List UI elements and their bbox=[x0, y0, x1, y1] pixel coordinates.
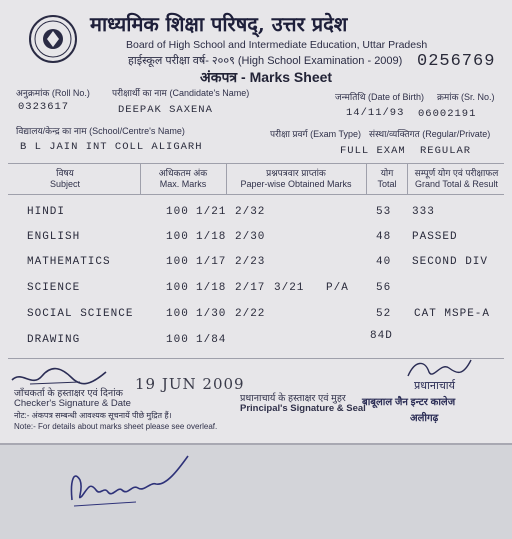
table-row-paper2: 2/30 bbox=[235, 231, 266, 243]
table-row-subject: MATHEMATICS bbox=[27, 256, 111, 268]
table-row-total: 40 bbox=[376, 256, 392, 268]
table-row-max: 100 bbox=[166, 206, 189, 218]
table-row-paper2: 2/17 bbox=[235, 282, 266, 294]
board-title-hindi: माध्यमिक शिक्षा परिषद्, उत्तर प्रदेश bbox=[90, 12, 348, 36]
exam-type-label: परीक्षा प्रवर्ग (Exam Type) bbox=[270, 129, 361, 139]
table-row-total: 48 bbox=[376, 231, 392, 243]
table-row-subject: HINDI bbox=[27, 206, 66, 218]
institution-type: REGULAR bbox=[420, 145, 472, 157]
doc-title: अंकपत्र - Marks Sheet bbox=[200, 69, 333, 85]
exam-type: FULL EXAM bbox=[340, 145, 406, 157]
table-row-max: 100 bbox=[166, 308, 189, 320]
table-row-total: 53 bbox=[376, 206, 392, 218]
table-row-max: 100 bbox=[166, 282, 189, 294]
table-row-total: 56 bbox=[376, 282, 392, 294]
table-row-paper3: 3/21 bbox=[274, 282, 305, 294]
col-header-subject: विषय Subject bbox=[49, 168, 81, 189]
table-row-grand: SECOND DIV bbox=[412, 256, 489, 268]
col-header-max: अधिकतम अंक Max. Marks bbox=[158, 168, 208, 189]
dob-label: जन्मतिथि (Date of Birth) bbox=[335, 92, 424, 102]
exam-line: हाईस्कूल परीक्षा वर्ष- २००९ (High School Examination - 2009) bbox=[128, 55, 403, 67]
date-of-birth: 14/11/93 bbox=[346, 107, 405, 119]
table-row-max: 100 bbox=[166, 334, 189, 346]
table-row-total: 52 bbox=[376, 308, 392, 320]
school-label: विद्यालय/केन्द्र का नाम (School/Centre's Name) bbox=[16, 126, 185, 136]
name-label: परीक्षार्थी का नाम (Candidate's Name) bbox=[112, 88, 250, 98]
roll-number: 0323617 bbox=[18, 101, 70, 113]
table-row-paper1: 1/84 bbox=[196, 334, 227, 346]
table-row-subject: DRAWING bbox=[27, 334, 81, 346]
note-hindi: नोट:- अंकपत्र सम्बन्धी आवश्यक सूचनायें पीछे मुद्रित हैं। bbox=[14, 411, 172, 420]
date-stamp: 19 JUN 2009 bbox=[135, 375, 245, 393]
srno-label: क्रमांक (Sr. No.) bbox=[437, 92, 495, 102]
table-row-subject: SOCIAL SCIENCE bbox=[27, 308, 134, 320]
seal-city: अलीगढ़ bbox=[410, 413, 439, 424]
school-name: B L JAIN INT COLL ALIGARH bbox=[20, 141, 203, 153]
table-top-rule bbox=[8, 163, 504, 164]
table-row-grand: CAT MSPE-A bbox=[414, 308, 491, 320]
col-header-total: योग Total bbox=[377, 168, 397, 189]
table-row-paper1: 1/21 bbox=[196, 206, 227, 218]
seal-school: बाबूलाल जैन इन्टर कालेज bbox=[362, 397, 456, 408]
table-row-paper1: 1/17 bbox=[196, 256, 227, 268]
table-row-paper2: 2/23 bbox=[235, 256, 266, 268]
board-emblem-icon bbox=[28, 14, 78, 64]
principal-label-hindi: प्रधानाचार्य के हस्ताक्षर एवं मुहर bbox=[240, 393, 346, 404]
table-row-paper1: 1/30 bbox=[196, 308, 227, 320]
table-row-paper2: 2/22 bbox=[235, 308, 266, 320]
col-divider bbox=[226, 163, 227, 194]
col-divider bbox=[366, 163, 367, 194]
col-header-paperwise: प्रश्नपत्रवार प्राप्तांक Paper-wise Obtained Marks bbox=[240, 168, 352, 189]
table-row-grand: PASSED bbox=[412, 231, 458, 243]
note-english: Note:- For details about marks sheet please see overleaf. bbox=[14, 422, 218, 431]
table-row-subject: ENGLISH bbox=[27, 231, 81, 243]
table-row-grand: 333 bbox=[412, 206, 435, 218]
board-title-english: Board of High School and Intermediate Education, Uttar Pradesh bbox=[126, 39, 428, 51]
candidate-name: DEEPAK SAXENA bbox=[118, 104, 213, 116]
col-divider bbox=[140, 163, 141, 194]
table-row-paper1: 1/18 bbox=[196, 282, 227, 294]
table-header-rule bbox=[8, 194, 504, 195]
table-row-max: 100 bbox=[166, 256, 189, 268]
principal-label-english: Principal's Signature & Seal bbox=[240, 403, 366, 414]
table-row-max: 100 bbox=[166, 231, 189, 243]
col-divider bbox=[407, 163, 408, 194]
serial-number: 0256769 bbox=[417, 52, 496, 71]
seal-title: प्रधानाचार्य bbox=[414, 380, 456, 392]
checker-label-english: Checker's Signature & Date bbox=[14, 398, 131, 409]
sr-number: 06002191 bbox=[418, 108, 477, 120]
institution-label: संस्था/व्यक्तिगत (Regular/Private) bbox=[369, 129, 491, 139]
table-row-flag: P/A bbox=[326, 282, 349, 294]
checker-label-hindi: जाँचकर्ता के हस्ताक्षर एवं दिनांक bbox=[14, 388, 123, 399]
candidate-signature bbox=[66, 450, 191, 510]
table-row-total: 84D bbox=[370, 330, 393, 342]
table-row-subject: SCIENCE bbox=[27, 282, 81, 294]
col-header-grand: सम्पूर्ण योग एवं परीक्षाफल Grand Total & Result bbox=[414, 168, 499, 189]
table-row-paper1: 1/18 bbox=[196, 231, 227, 243]
table-row-paper2: 2/32 bbox=[235, 206, 266, 218]
roll-label: अनुक्रमांक (Roll No.) bbox=[16, 88, 90, 98]
